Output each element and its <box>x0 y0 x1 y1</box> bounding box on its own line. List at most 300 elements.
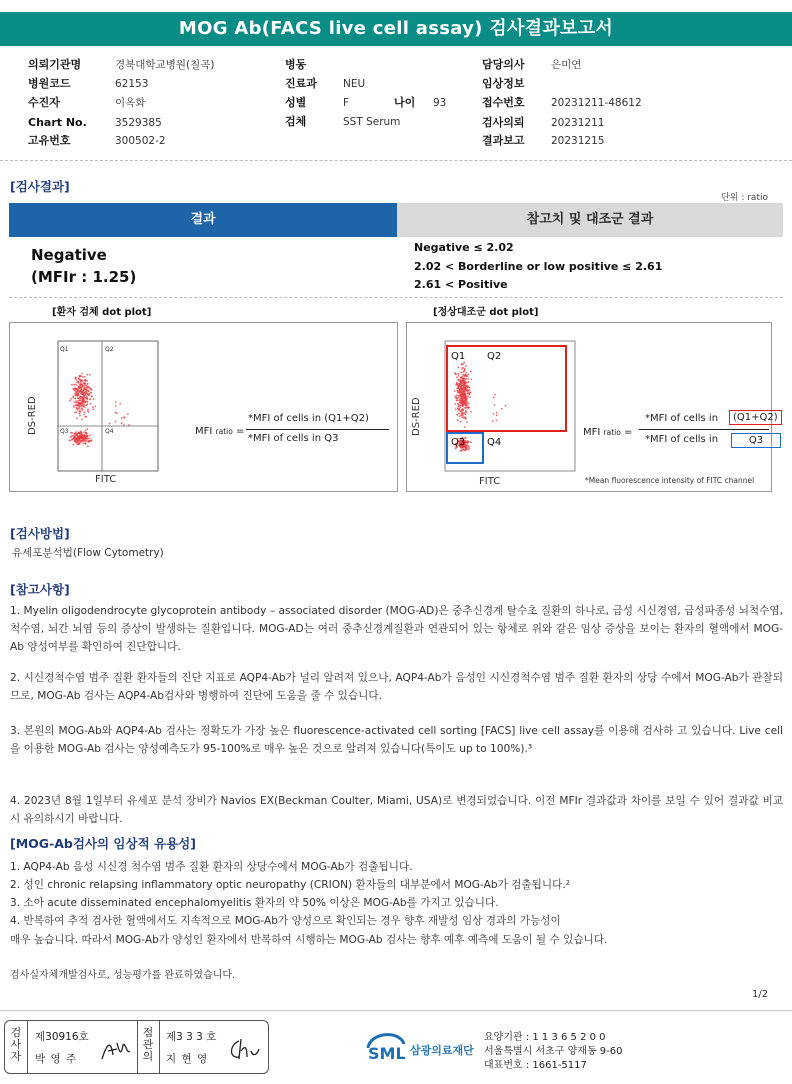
examiner-name: 박 영 주 <box>35 1053 78 1065</box>
reviewer-signature <box>227 1035 263 1063</box>
dot-plot-event <box>71 435 73 437</box>
clinical-item-4-cont: 매우 높습니다. 따라서 MOG-Ab가 양성인 환자에서 반복하여 시행하는 MOG-Ab 검사는 향후 예후 예측에 도움이 될 수 있습니다. <box>10 934 608 946</box>
dot-plot-event <box>460 421 462 423</box>
reviewer-label-char: 점 <box>142 1026 154 1039</box>
dot-plot-event <box>463 371 465 373</box>
label-ward: 병동 <box>285 58 307 71</box>
dot-plot-event <box>115 405 117 407</box>
dot-plot-event <box>74 401 76 403</box>
dot-plot-event <box>459 407 461 409</box>
dot-plot-event <box>462 381 464 383</box>
dot-plot-event <box>468 403 470 405</box>
dot-plot-event <box>460 379 462 381</box>
mfi-sub-text: ratio <box>215 427 233 436</box>
dot-plot-event <box>82 399 84 401</box>
dot-plot-event <box>73 406 75 408</box>
dot-plot-event <box>115 421 117 423</box>
value-hospital-code: 62153 <box>115 78 149 90</box>
patient-plot-title: [환자 검체 dot plot] <box>52 307 152 318</box>
dot-plot-event <box>85 401 87 403</box>
value-unique-no: 300502-2 <box>115 135 166 147</box>
dot-plot-event <box>461 382 463 384</box>
dot-plot-event <box>76 408 78 410</box>
dot-plot-event <box>84 442 86 444</box>
patient-mfi-label: MFI ratio = <box>195 426 245 437</box>
dot-plot-event <box>77 402 79 404</box>
dot-plot-event <box>72 444 74 446</box>
dot-plot-event <box>458 397 460 399</box>
dot-plot-event <box>466 398 468 400</box>
dot-plot-event <box>82 393 84 395</box>
control-fraction-line <box>639 429 769 430</box>
dot-plot-event <box>80 402 82 404</box>
clinical-item-4: 4. 반복하여 추적 검사한 혈액에서도 지속적으로 MOG-Ab가 양성으로 확인되는 경우 향후 재발성 임상 경과의 가능성이 <box>10 915 561 927</box>
dot-plot-event <box>456 383 458 385</box>
clinical-item-2: 2. 성인 chronic relapsing inflammatory optic neuropathy (CRION) 환자들의 대부분에서 MOG-Ab가 검출됩니다.² <box>10 879 570 891</box>
dot-plot-event <box>74 387 76 389</box>
dot-plot-event <box>463 377 465 379</box>
dot-plot-event <box>468 381 470 383</box>
value-patient: 이옥화 <box>115 97 146 109</box>
dot-plot-event <box>84 376 86 378</box>
control-q4-label: Q4 <box>487 437 502 448</box>
dot-plot-event <box>82 438 84 440</box>
signature-box <box>4 1020 269 1074</box>
dot-plot-event <box>457 403 459 405</box>
clinical-section-title: [MOG-Ab검사의 임상적 유용성] <box>10 836 196 851</box>
patient-dot-plot <box>10 323 399 493</box>
dot-plot-event <box>460 377 462 379</box>
dot-plot-event <box>82 376 84 378</box>
dot-plot-event <box>466 421 468 423</box>
patient-plot-frame <box>58 341 158 471</box>
dot-plot-event <box>459 415 461 417</box>
dot-plot-event <box>454 396 456 398</box>
dot-plot-event <box>79 433 81 435</box>
control-numerator: *MFI of cells in <box>645 413 719 424</box>
dot-plot-event <box>77 390 79 392</box>
dot-plot-event <box>469 393 471 395</box>
patient-q4-label: Q4 <box>105 428 114 435</box>
value-sex: F <box>343 97 350 109</box>
patient-q1-label: Q1 <box>60 346 69 353</box>
dot-plot-event <box>463 417 465 419</box>
dot-plot-event <box>81 439 83 441</box>
note-1: 1. Myelin oligodendrocyte glycoprotein antibody – associated disorder (MOG-AD)은 중추신경계 탈수초 질환의 하나로, 급성 시신경염, 급성파종성 뇌척수염, 척수염, 뇌간 뇌염 등의 증상이 발생하는 질환입니다. MOG-AD는 여러 중추신경계질환과 연관되어 있는 항체로 위와 같은 임상 증상을 보이는 환자의 혈액에서 MOG-Ab 양성여부를 확인하여 진단합니다. <box>10 605 783 653</box>
value-age: 93 <box>433 97 447 109</box>
dot-plot-event <box>123 417 125 419</box>
dot-plot-event <box>84 437 86 439</box>
dot-plot-event <box>463 402 465 404</box>
examiner-license: 제30916호 <box>35 1031 89 1043</box>
label-report-date: 결과보고 <box>482 134 525 147</box>
label-request-date: 검사의뢰 <box>482 116 525 129</box>
control-y-axis-label: DS-RED <box>411 397 422 436</box>
dot-plot-event <box>85 405 87 407</box>
dot-plot-event <box>89 398 91 400</box>
dot-plot-event <box>86 374 88 376</box>
patient-x-axis-label: FITC <box>95 474 117 485</box>
dot-plot-event <box>85 383 87 385</box>
dot-plot-event <box>469 389 471 391</box>
reviewer-label-char: 관 <box>142 1038 154 1051</box>
dot-plot-event <box>465 418 467 420</box>
dot-plot-event <box>83 395 85 397</box>
dot-plot-event <box>457 408 459 410</box>
dot-plot-event <box>76 417 78 419</box>
sml-logo-icon <box>364 1026 408 1066</box>
value-specimen: SST Serum <box>343 116 401 128</box>
dot-plot-event <box>78 403 80 405</box>
label-sex: 성별 <box>285 96 307 109</box>
dot-plot-event <box>88 386 90 388</box>
method-text: 유세포분석법(Flow Cytometry) <box>12 547 164 559</box>
label-requesting-institution: 의뢰기관명 <box>28 58 82 71</box>
dot-plot-event <box>121 422 123 424</box>
dot-plot-event <box>75 441 77 443</box>
dot-plot-event <box>462 367 464 369</box>
dot-plot-event <box>84 385 86 387</box>
value-receipt-no: 20231211-48612 <box>551 97 642 109</box>
dot-plot-event <box>75 404 77 406</box>
dot-plot-event <box>466 404 468 406</box>
dot-plot-event <box>80 396 82 398</box>
dot-plot-event <box>463 362 465 364</box>
dot-plot-event <box>78 377 80 379</box>
dot-plot-event <box>84 411 86 413</box>
dot-plot-event <box>463 413 465 415</box>
dot-plot-event <box>78 407 80 409</box>
dot-plot-event <box>496 414 498 416</box>
label-clinical-info: 임상정보 <box>482 77 525 90</box>
dot-plot-event <box>84 434 86 436</box>
dot-plot-event <box>79 410 81 412</box>
dot-plot-event <box>467 378 469 380</box>
label-hospital-code: 병원코드 <box>28 77 71 90</box>
dot-plot-event <box>467 395 469 397</box>
dot-plot-event <box>70 432 72 434</box>
dot-plot-event <box>459 389 461 391</box>
dot-plot-event <box>128 424 130 426</box>
dot-plot-event <box>462 415 464 417</box>
dot-plot-event <box>460 398 462 400</box>
result-header: 결과 <box>9 203 397 237</box>
patient-denominator: *MFI of cells in Q3 <box>248 433 339 444</box>
dot-plot-event <box>90 395 92 397</box>
dot-plot-event <box>457 419 459 421</box>
value-request-date: 20231211 <box>551 117 605 129</box>
dot-plot-event <box>75 395 77 397</box>
dot-plot-event <box>455 409 457 411</box>
dot-plot-event <box>85 379 87 381</box>
dot-plot-event <box>505 405 507 407</box>
dot-plot-event <box>89 434 91 436</box>
dot-plot-event <box>463 396 465 398</box>
dot-plot-event <box>461 401 463 403</box>
divider <box>159 1021 160 1073</box>
dot-plot-event <box>83 383 85 385</box>
dot-plot-event <box>86 380 88 382</box>
dot-plot-event <box>79 439 81 441</box>
dot-plot-event <box>460 386 462 388</box>
examiner-label-char: 검 <box>10 1026 22 1039</box>
dot-plot-event <box>87 445 89 447</box>
dot-plot-event <box>465 386 467 388</box>
validation-note: 검사실자체개발검사로, 성능평가를 완료하였습니다. <box>10 970 236 981</box>
dot-plot-event <box>77 400 79 402</box>
dot-plot-event <box>460 404 462 406</box>
clinical-item-1: 1. AQP4-Ab 음성 시신경 척수염 범주 질환 환자의 상당수에서 MOG-Ab가 검출됩니다. <box>10 861 413 873</box>
dot-plot-event <box>72 397 74 399</box>
dot-plot-event <box>501 408 503 410</box>
clinical-item-3: 3. 소아 acute disseminated encephalomyelitis 환자의 약 50% 이상은 MOG-Ab를 가지고 있습니다. <box>10 897 499 909</box>
control-q3-label: Q3 <box>451 437 466 448</box>
dot-plot-event <box>456 399 458 401</box>
dot-plot-event <box>81 386 83 388</box>
dot-plot-event <box>469 396 471 398</box>
dot-plot-event <box>460 450 462 452</box>
dot-plot-event <box>462 413 464 415</box>
dot-plot-event <box>69 400 71 402</box>
control-q1-label: Q1 <box>451 351 466 362</box>
dot-plot-event <box>454 372 456 374</box>
dot-plot-event <box>458 413 460 415</box>
dot-plot-event <box>81 433 83 435</box>
dot-plot-event <box>86 392 88 394</box>
dot-plot-event <box>470 411 472 413</box>
value-doctor: 은미연 <box>551 59 582 71</box>
label-receipt-no: 접수번호 <box>482 96 525 109</box>
dot-plot-event <box>84 406 86 408</box>
dot-plot-event <box>88 440 90 442</box>
reference-negative: Negative ≤ 2.02 <box>414 241 514 254</box>
dot-plot-event <box>464 426 466 428</box>
dot-plot-event <box>466 444 468 446</box>
dot-plot-event <box>466 448 468 450</box>
note-4: 4. 2023년 8월 1일부터 유세포 분석 장비가 Navios EX(Beckman Coulter, Miami, USA)로 변경되었습니다. 이전 MFIr 결과값과 차이를 보일 수 있어 결과값 비교 시 유의하시기 바랍니다. <box>10 795 783 825</box>
dot-plot-event <box>462 408 464 410</box>
control-denominator: *MFI of cells in <box>645 434 719 445</box>
control-plot-title: [정상대조군 dot plot] <box>433 307 539 318</box>
patient-numerator: *MFI of cells in (Q1+Q2) <box>248 413 369 424</box>
dot-plot-event <box>464 368 466 370</box>
examiner-label-char: 자 <box>10 1050 22 1063</box>
dot-plot-event <box>83 414 85 416</box>
dot-plot-event <box>92 408 94 410</box>
result-mfir: (MFIr : 1.25) <box>31 268 137 286</box>
dot-plot-event <box>75 377 77 379</box>
control-numerator-box: (Q1+Q2) <box>729 410 782 425</box>
dot-plot-event <box>467 440 469 442</box>
dot-plot-event <box>84 388 86 390</box>
dot-plot-event <box>90 403 92 405</box>
reference-positive: 2.61 < Positive <box>414 278 508 291</box>
dot-plot-event <box>496 420 498 422</box>
dot-plot-event <box>79 400 81 402</box>
dot-plot-event <box>76 384 78 386</box>
dot-plot-event <box>465 410 467 412</box>
dot-plot-event <box>109 423 111 425</box>
org-phone: 대표번호 : 1661-5117 <box>484 1060 587 1071</box>
logo-text: SML <box>368 1044 406 1063</box>
dot-plot-event <box>84 440 86 442</box>
dot-plot-event <box>496 412 498 414</box>
org-name: 삼광의료재단 <box>410 1044 474 1057</box>
patient-y-axis-label: DS-RED <box>27 396 38 435</box>
dot-plot-event <box>468 392 470 394</box>
dot-plot-event <box>74 436 76 438</box>
dot-plot-event <box>87 435 89 437</box>
dot-plot-event <box>464 374 466 376</box>
dot-plot-event <box>79 385 81 387</box>
label-chart-no: Chart No. <box>28 116 87 129</box>
dot-plot-event <box>465 372 467 374</box>
reviewer-license: 제3 3 3 호 <box>166 1031 217 1043</box>
label-unique-no: 고유번호 <box>28 134 71 147</box>
dot-plot-event <box>88 395 90 397</box>
dot-plot-event <box>115 401 117 403</box>
dot-plot-event <box>82 406 84 408</box>
dot-plot-event <box>82 443 84 445</box>
dot-plot-event <box>470 371 472 373</box>
footer-rule <box>0 1010 792 1011</box>
dot-plot-event <box>494 394 496 396</box>
dot-plot-event <box>127 413 129 415</box>
dot-plot-event <box>461 372 463 374</box>
dot-plot-event <box>465 378 467 380</box>
dot-plot-event <box>80 441 82 443</box>
patient-plot-panel <box>9 322 398 492</box>
dot-plot-event <box>90 389 92 391</box>
dot-plot-event <box>458 366 460 368</box>
divider <box>27 1021 28 1073</box>
dot-plot-event <box>76 434 78 436</box>
dot-plot-event <box>87 389 89 391</box>
reference-borderline: 2.02 < Borderline or low positive ≤ 2.61 <box>414 260 663 273</box>
dot-plot-event <box>77 395 79 397</box>
dot-plot-event <box>88 411 90 413</box>
dot-plot-event <box>463 449 465 451</box>
dot-plot-event <box>470 441 472 443</box>
dot-plot-event <box>454 403 456 405</box>
dot-plot-event <box>465 365 467 367</box>
dot-plot-event <box>71 439 73 441</box>
dot-plot-event <box>461 393 463 395</box>
dot-plot-event <box>467 385 469 387</box>
dot-plot-event <box>90 392 92 394</box>
dot-plot-event <box>89 437 91 439</box>
dot-plot-event <box>457 387 459 389</box>
patient-q3-label: Q3 <box>60 428 69 435</box>
dot-plot-event <box>493 413 495 415</box>
dot-plot-event <box>81 408 83 410</box>
dot-plot-event <box>76 381 78 383</box>
dot-plot-event <box>84 416 86 418</box>
dot-plot-event <box>80 375 82 377</box>
dot-plot-event <box>93 398 95 400</box>
dot-plot-event <box>79 435 81 437</box>
dot-plot-event <box>459 410 461 412</box>
dot-plot-event <box>78 413 80 415</box>
reference-header: 참고치 및 대조군 결과 <box>397 203 783 237</box>
dot-plot-event <box>74 390 76 392</box>
dot-plot-event <box>84 404 86 406</box>
dot-plot-event <box>85 432 87 434</box>
examiner-label <box>9 1027 23 1063</box>
method-section-title: [검사방법] <box>10 526 70 541</box>
control-dot-plot <box>407 323 773 493</box>
dot-plot-event <box>81 373 83 375</box>
dot-plot-event <box>70 398 72 400</box>
dot-plot-event <box>456 377 458 379</box>
dot-plot-event <box>463 387 465 389</box>
control-mfi-label: MFI ratio = <box>583 427 633 438</box>
mfi-footnote: *Mean fluorescence intensity of FITC channel <box>585 476 755 485</box>
dot-plot-event <box>119 403 121 405</box>
dot-plot-event <box>81 419 83 421</box>
dot-plot-event <box>493 397 495 399</box>
dot-plot-event <box>456 414 458 416</box>
dot-plot-event <box>492 420 494 422</box>
dot-plot-event <box>461 376 463 378</box>
dot-plot-event <box>469 387 471 389</box>
reviewer-label-char: 의 <box>142 1050 154 1063</box>
examiner-label-char: 사 <box>10 1038 22 1051</box>
dot-plot-event <box>87 383 89 385</box>
dot-plot-event <box>459 394 461 396</box>
control-q2-label: Q2 <box>487 351 502 362</box>
dot-plot-event <box>71 384 73 386</box>
label-age: 나이 <box>394 96 416 109</box>
dot-plot-event <box>74 412 76 414</box>
dot-plot-event <box>470 378 472 380</box>
dot-plot-event <box>80 393 82 395</box>
value-department: NEU <box>343 78 366 90</box>
note-3: 3. 본원의 MOG-Ab와 AQP4-Ab 검사는 정확도가 가장 높은 fluorescence-activated cell sorting [FACS] live cell assay를 이용해 검사하 고 있습니다. Live cell을 이용한 MOG-Ab 검사는 양성예측도가 95-100%로 매우 높은 것으로 알려져 있습니다(특이도 up to 100%).³ <box>10 725 783 755</box>
org-address: 서울특별시 서초구 양재동 9-60 <box>484 1046 623 1057</box>
reviewer-label <box>141 1027 155 1063</box>
dot-plot-event <box>462 398 464 400</box>
control-denominator-box: Q3 <box>731 433 781 448</box>
value-report-date: 20231215 <box>551 135 605 147</box>
dot-plot-event <box>462 374 464 376</box>
report-title: MOG Ab(FACS live cell assay) 검사결과보고서 <box>0 12 792 46</box>
dot-plot-event <box>76 400 78 402</box>
dot-plot-event <box>89 374 91 376</box>
dot-plot-event <box>458 384 460 386</box>
label-department: 진료과 <box>285 77 317 90</box>
patient-q2-label: Q2 <box>105 346 114 353</box>
dot-plot-event <box>463 404 465 406</box>
dot-plot-event <box>73 405 75 407</box>
dot-plot-event <box>86 440 88 442</box>
dot-plot-event <box>78 442 80 444</box>
dot-plot-event <box>461 389 463 391</box>
results-separator <box>9 297 783 298</box>
dot-plot-event <box>454 390 456 392</box>
dot-plot-event <box>86 397 88 399</box>
notes-section-title: [참고사항] <box>10 582 70 597</box>
dot-plot-event <box>461 384 463 386</box>
patient-fraction-line <box>246 429 389 430</box>
dot-plot-event <box>89 387 91 389</box>
label-patient: 수진자 <box>28 96 60 109</box>
dot-plot-event <box>77 398 79 400</box>
dot-plot-event <box>468 407 470 409</box>
header-separator <box>0 160 792 161</box>
dot-plot-event <box>92 406 94 408</box>
dot-plot-event <box>123 424 125 426</box>
